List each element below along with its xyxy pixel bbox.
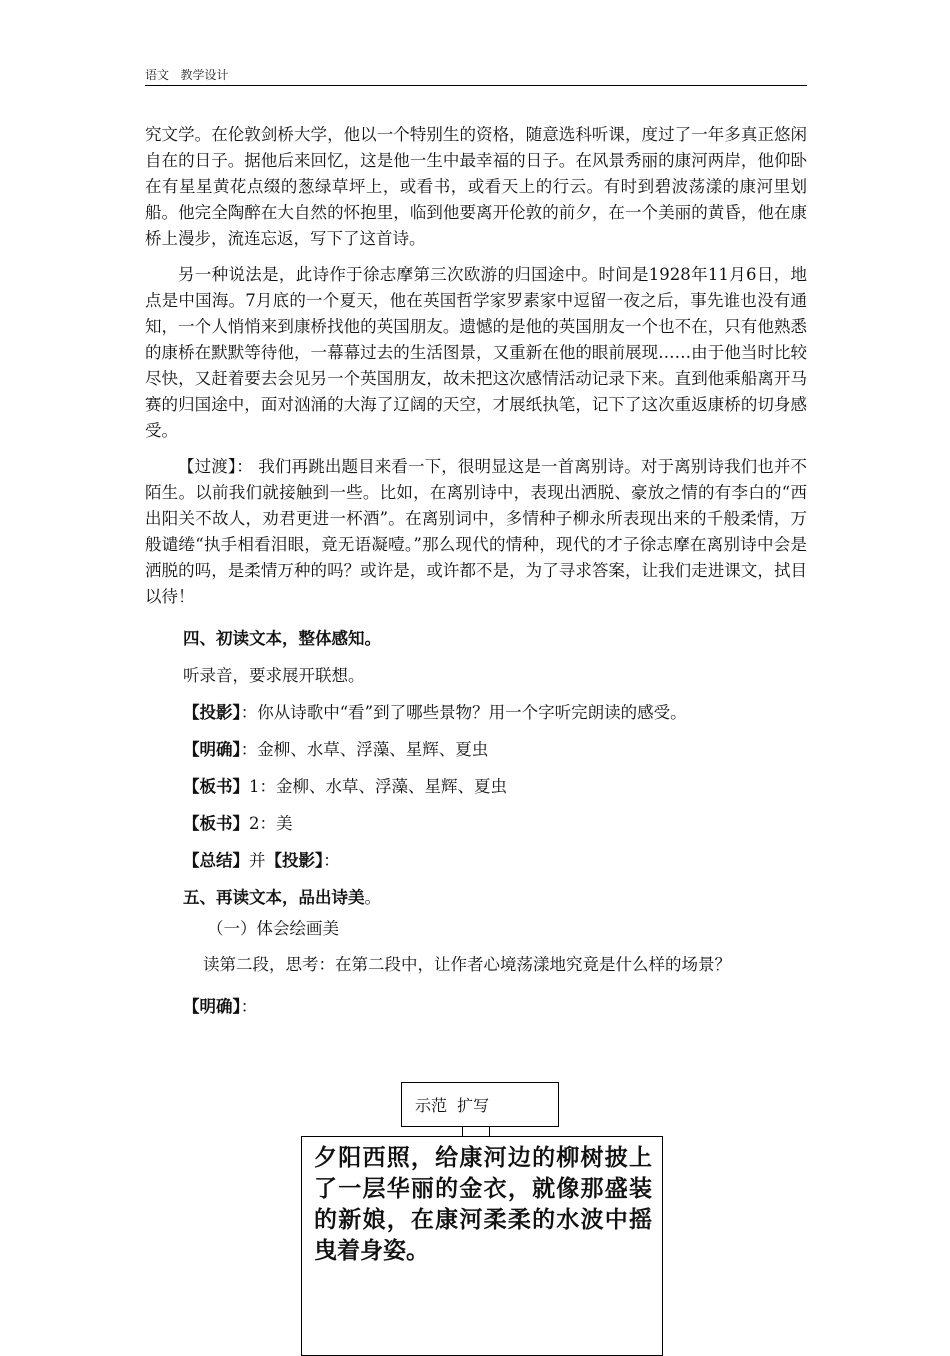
paragraph-2: 另一种说法是，此诗作于徐志摩第三次欧游的归国途中。时间是1928年11月6日，地点是中国海。7月底的一个夏天，他在英国哲学家罗素家中逗留一夜之后，事先谁也没有通知，一个人悄悄来到康桥找他的英国朋友。遗憾的是他的英国朋友一个也不在，只有他熟悉的康桥在默默等待他，一幕幕过去的生活图景，又重新在他的眼前展现……由于他当时比较尽快，又赶着要去会见另一个英国朋友，故未把这次感情活动记录下来。直到他乘船离开马赛的归国途中，面对汹涌的大海了辽阔的天空，才展纸执笔，记下了这次重返康桥的切身感受。 bbox=[145, 265, 807, 440]
board-line-2 bbox=[145, 805, 807, 842]
clarify-line-2 bbox=[145, 988, 807, 1025]
board-line-1 bbox=[145, 768, 807, 805]
summary-end: ： bbox=[323, 851, 340, 870]
listen-instruction: 听录音，要求展开联想。 bbox=[183, 666, 365, 685]
section-4-heading: 四、初读文本，整体感知。 bbox=[183, 629, 381, 648]
projection-text: ：你从诗歌中“看”到了哪些景物？用一个字听完朗读的感受。 bbox=[240, 703, 687, 722]
clarify-label-2: 【明确】 bbox=[183, 997, 241, 1016]
box-connector bbox=[462, 1126, 490, 1136]
paragraph-transition bbox=[145, 454, 807, 610]
page-header bbox=[145, 66, 807, 86]
example-label-box bbox=[401, 1082, 559, 1127]
summary-line bbox=[145, 842, 807, 879]
clarify-label: 【明确】 bbox=[183, 740, 241, 759]
projection-line bbox=[145, 694, 807, 731]
summary-mid: 并 bbox=[249, 851, 266, 870]
board-text-2: 2：美 bbox=[249, 814, 293, 833]
example-label-text: 示范 扩写 bbox=[415, 1096, 490, 1115]
board-text-1: 1：金柳、水草、浮藻、星辉、夏虫 bbox=[249, 777, 507, 796]
paragraph-1: 究文学。在伦敦剑桥大学，他以一个特别生的资格，随意选科听课，度过了一年多真正悠闲自在的日子。据他后来回忆，这是他一生中最幸福的日子。在风景秀丽的康河两岸，他仰卧在有星星黄花点缀的葱绿草坪上，或看书，或看天上的行云。有时到碧波荡漾的康河里划船。他完全陶醉在大自然的怀抱里，临到他要离开伦敦的前夕，在一个美丽的黄昏，他在康桥上漫步，流连忘返，写下了这首诗。 bbox=[145, 125, 807, 248]
example-text-box bbox=[301, 1136, 663, 1356]
reading-question: 读第二段，思考：在第二段中，让作者心境荡漾地究竟是什么样的场景？ bbox=[203, 955, 731, 974]
clarify-line bbox=[145, 731, 807, 768]
clarify-text: ：金柳、水草、浮藻、星辉、夏虫 bbox=[240, 740, 489, 759]
section-5-heading-text: 五、再读文本，品出诗美 bbox=[183, 888, 365, 907]
board-label-1: 【板书】 bbox=[183, 777, 249, 796]
summary-projection: 【投影】 bbox=[265, 851, 324, 870]
clarify-end-2: ： bbox=[240, 997, 258, 1016]
document-body bbox=[145, 122, 807, 1025]
summary-label: 【总结】 bbox=[183, 851, 249, 870]
transition-text: 我们再跳出题目来看一下，很明显这是一首离别诗。对于离别诗我们也并不陌生。以前我们就接触到一些。比如，在离别诗中，表现出洒脱、豪放之情的有李白的“西出阳关不故人，劝君更进一杯酒”。在离别词中，多情种子柳永所表现出来的千般柔情，万般谴绻“执手相看泪眼，竟无语凝噎。”那么现代的情种，现代的才子徐志摩在离别诗中会是洒脱的吗，是柔情万种的吗？或许是，或许都不是，为了寻求答案，让我们走进课文，拭目以待！ bbox=[145, 457, 808, 606]
board-label-2: 【板书】 bbox=[183, 814, 249, 833]
section-5-heading bbox=[145, 879, 807, 916]
transition-label: 【过渡】： bbox=[178, 457, 253, 476]
subsection-1: （一）体会绘画美 bbox=[207, 919, 339, 938]
header-text: 语文 教学设计 bbox=[145, 68, 229, 82]
projection-label: 【投影】 bbox=[183, 703, 241, 722]
section-5-heading-end: 。 bbox=[364, 888, 381, 907]
example-text: 夕阳西照，给康河边的柳树披上了一层华丽的金衣，就像那盛装的新娘，在康河柔柔的水波中摇曳着身姿。 bbox=[314, 1145, 652, 1264]
